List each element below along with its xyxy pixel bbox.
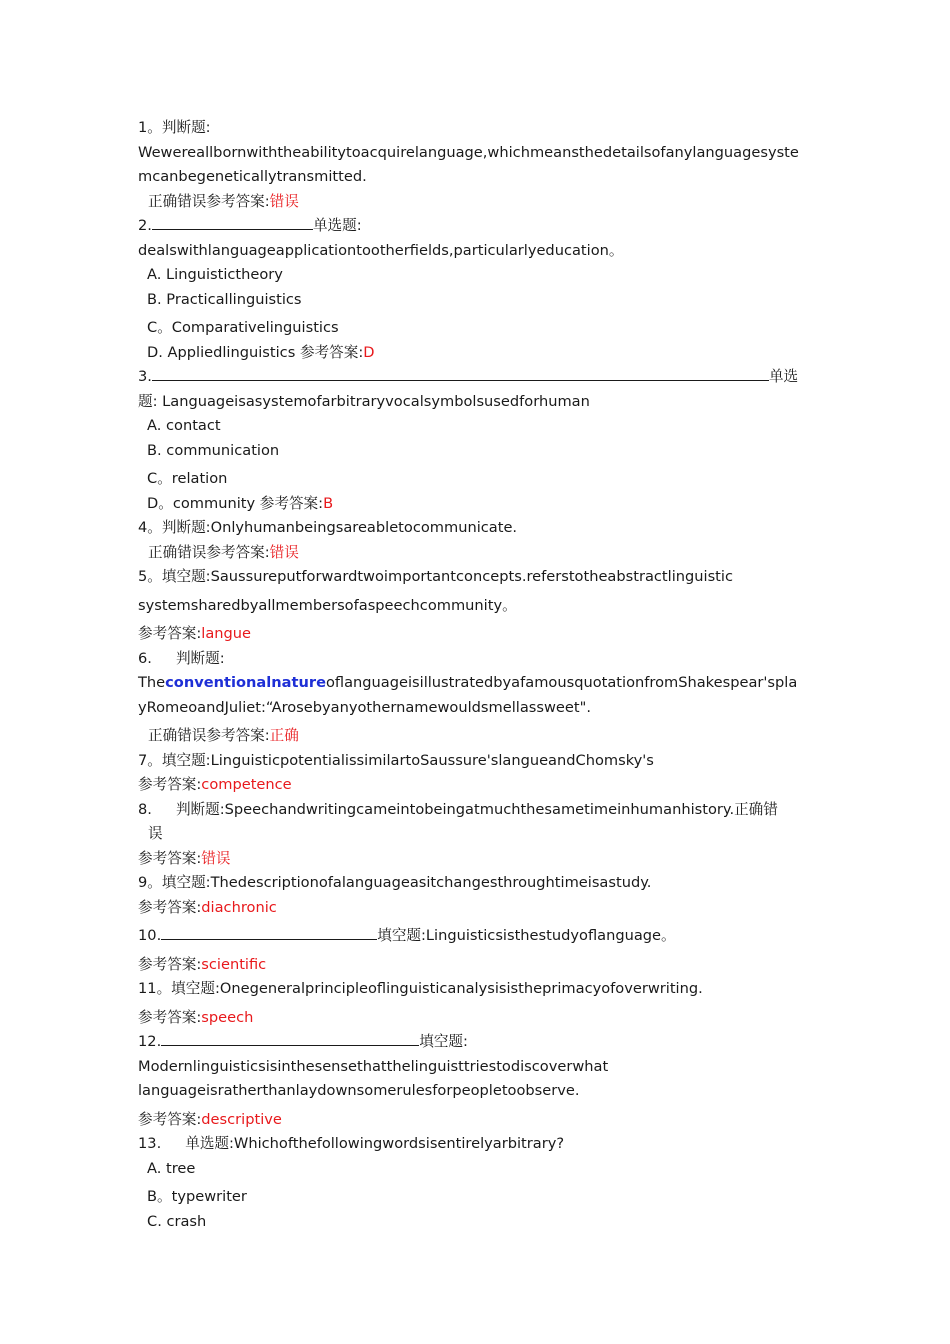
question-12-answer-row <box>138 1108 818 1133</box>
answer-label: 正确错误参考答案: <box>148 543 270 561</box>
question-7-heading: 7。填空题:LinguisticpotentialissimilartoSaussure'slangueandChomsky's <box>138 751 654 769</box>
answer-value: 正确 <box>269 727 299 744</box>
document-page <box>138 116 818 1234</box>
question-3-text: 题: Languageisasystemofarbitraryvocalsymbolsusedforhuman <box>138 392 590 410</box>
question-13 <box>138 1132 818 1234</box>
question-11 <box>138 977 818 1030</box>
question-12-heading: 12. 填空题: <box>138 1030 818 1055</box>
question-1 <box>138 116 818 214</box>
question-1-heading: 1。判断题: <box>138 119 211 136</box>
answer-label: 参考答案: <box>138 1110 202 1128</box>
question-2-text: dealswithlanguageapplicationtootherfields,particularlyeducation。 <box>138 241 624 259</box>
question-10-heading: 10. 填空题:Linguisticsisthestudyoflanguage。 <box>138 924 818 949</box>
question-12-text-line-1: Modernlinguisticsisinthesensethatthelinguisttriestodiscoverwhat <box>138 1057 609 1075</box>
question-8-text-line-2: 误 <box>148 825 163 842</box>
question-3-heading <box>138 365 818 390</box>
answer-label: 参考答案: <box>138 955 202 973</box>
option-d: D。community 参考答案:B <box>147 494 334 512</box>
answer-value: diachronic <box>201 898 277 916</box>
question-8-answer-row <box>138 847 818 872</box>
question-6 <box>138 647 818 749</box>
question-12-text-line-2: languageisratherthanlaydownsomerulesforpeopletoobserve. <box>138 1082 580 1099</box>
question-9 <box>138 871 818 924</box>
question-number: 2. <box>138 217 152 234</box>
answer-value: 错误 <box>269 543 299 561</box>
option-b: B。typewriter <box>147 1188 247 1205</box>
question-6-heading: 6. 判断题: <box>138 649 225 667</box>
answer-value: langue <box>201 625 252 642</box>
question-2-heading <box>138 214 818 239</box>
question-8 <box>138 798 818 872</box>
question-4-answer-row <box>138 541 818 566</box>
question-11-heading: 11。填空题:Onegeneralprincipleoflinguisticanalysisistheprimacyofoverwriting. <box>138 980 703 997</box>
fill-blank <box>152 365 769 381</box>
question-4-heading: 4。判断题:Onlyhumanbeingsareabletocommunicate. <box>138 519 518 536</box>
question-6-answer-row <box>138 724 818 749</box>
question-1-answer-row <box>138 190 818 215</box>
question-11-answer-row <box>138 1006 818 1031</box>
answer-value: 错误 <box>201 849 231 867</box>
answer-label: 正确错误参考答案: <box>148 727 270 744</box>
answer-label: 参考答案: <box>138 625 202 642</box>
question-5 <box>138 565 818 647</box>
answer-label: 正确错误参考答案: <box>148 192 270 210</box>
option-c: C。relation <box>147 470 228 487</box>
question-6-text-line-2: yRomeoandJuliet:“Arosebyanyothernamewouldsmellassweet". <box>138 698 591 716</box>
answer-value: D <box>363 343 375 361</box>
answer-label: 参考答案: <box>138 1008 202 1026</box>
option-b: B. communication <box>147 441 280 459</box>
question-12 <box>138 1030 818 1132</box>
question-7-answer-row <box>138 773 818 798</box>
answer-value: descriptive <box>201 1110 282 1128</box>
option-d: D. Appliedlinguistics 参考答案:D <box>147 343 375 361</box>
option-c: C. crash <box>147 1212 207 1230</box>
option-b: B. Practicallinguistics <box>147 290 302 308</box>
question-7 <box>138 749 818 798</box>
question-13-heading: 13. 单选题:Whichofthefollowingwordsisentirelyarbitrary? <box>138 1135 565 1152</box>
option-a: A. Linguistictheory <box>147 266 283 283</box>
question-1-text-line-1: Wewereallbornwiththeabilitytoacquirelanguage,whichmeansthedetailsofanylanguagesyste <box>138 143 799 161</box>
question-9-heading: 9。填空题:Thedescriptionofalanguageasitchangesthroughtimeisastudy. <box>138 874 652 891</box>
question-2 <box>138 214 818 365</box>
question-3 <box>138 365 818 516</box>
question-5-text-line-2: systemsharedbyallmembersofaspeechcommunity。 <box>138 596 517 614</box>
question-type: 单选题: <box>312 217 362 234</box>
question-4 <box>138 516 818 565</box>
answer-value: 错误 <box>269 192 299 210</box>
option-c: C。Comparativelinguistics <box>147 319 339 336</box>
question-10-answer-row <box>138 953 818 978</box>
question-10 <box>138 924 818 977</box>
answer-value: scientific <box>201 955 267 973</box>
answer-label: 参考答案: <box>295 343 364 361</box>
answer-label: 参考答案: <box>138 849 202 867</box>
answer-label: 参考答案: <box>138 898 202 916</box>
answer-value: B <box>323 494 334 512</box>
fill-blank <box>152 214 313 230</box>
answer-value: competence <box>201 776 292 793</box>
option-a: A. tree <box>147 1159 196 1177</box>
question-number: 3. <box>138 368 152 385</box>
question-1-text-line-2: mcanbegeneticallytransmitted. <box>138 168 367 185</box>
question-9-answer-row <box>138 896 818 921</box>
fill-blank <box>161 1030 419 1046</box>
fill-blank <box>161 924 377 940</box>
question-6-text-line-1: TheconventionalnatureoflanguageisillustratedbyafamousquotationfromShakespear'spla <box>138 674 798 691</box>
highlighted-term: conventionalnature <box>165 674 326 691</box>
question-5-heading: 5。填空题:Saussureputforwardtwoimportantconcepts.referstotheabstractlinguistic <box>138 568 733 585</box>
option-a: A. contact <box>147 417 221 434</box>
answer-label: 参考答案: <box>255 494 324 512</box>
answer-value: speech <box>201 1008 254 1026</box>
answer-label: 参考答案: <box>138 776 202 793</box>
question-type: 单选 <box>768 368 799 385</box>
question-8-heading: 8. 判断题:Speechandwritingcameintobeingatmuchthesametimeinhumanhistory.正确错 <box>138 800 778 818</box>
question-5-answer-row <box>138 622 818 647</box>
